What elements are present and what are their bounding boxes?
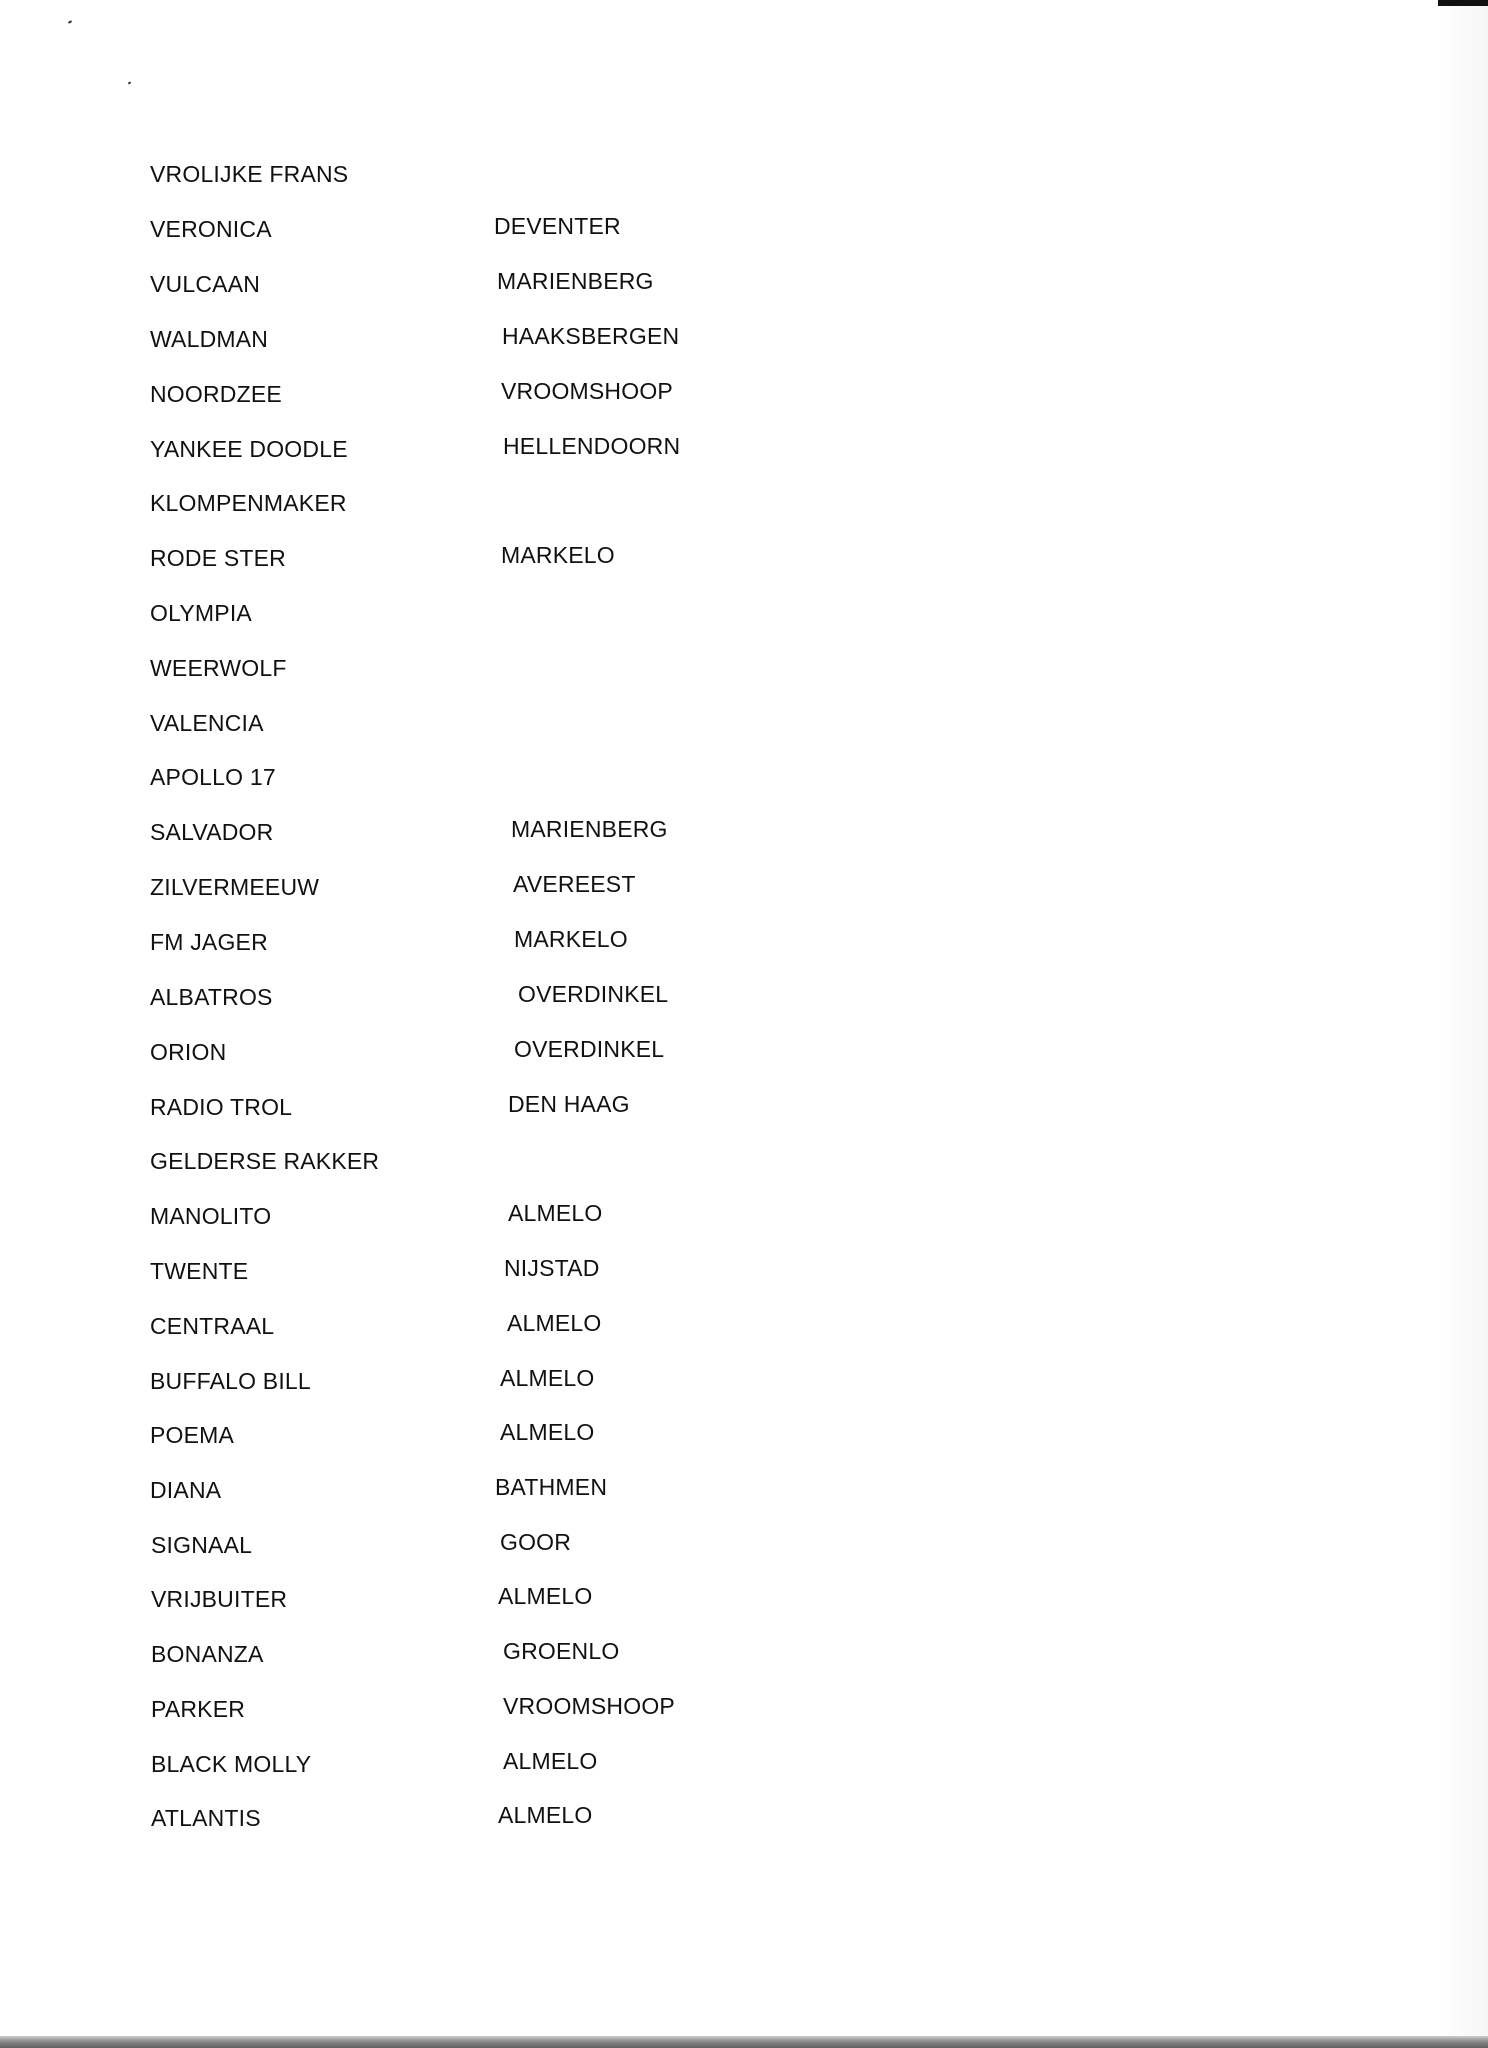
entry-place: ALMELO bbox=[503, 1748, 598, 1774]
entry-name: CENTRAAL bbox=[150, 1313, 275, 1339]
entry-name: WALDMAN bbox=[150, 326, 269, 352]
list-item bbox=[0, 1256, 1000, 1296]
entry-name: ALBATROS bbox=[150, 984, 273, 1010]
entry-name: VRIJBUITER bbox=[151, 1586, 288, 1612]
entry-place: GOOR bbox=[500, 1529, 572, 1555]
entry-name: VULCAAN bbox=[150, 271, 261, 297]
scan-speck bbox=[68, 20, 72, 24]
list-item bbox=[0, 1201, 1000, 1241]
entry-name: SALVADOR bbox=[150, 819, 274, 845]
entry-place: ALMELO bbox=[498, 1583, 593, 1609]
list-item bbox=[0, 762, 1000, 802]
entry-place: MARIENBERG bbox=[511, 816, 668, 842]
entry-name: TWENTE bbox=[150, 1258, 249, 1284]
entry-name: GELDERSE RAKKER bbox=[150, 1148, 380, 1174]
entry-name: OLYMPIA bbox=[150, 600, 252, 626]
entry-name: WEERWOLF bbox=[150, 655, 287, 681]
entry-place: DEN HAAG bbox=[508, 1091, 630, 1117]
entry-place: ALMELO bbox=[508, 1200, 603, 1226]
entry-place: MARIENBERG bbox=[497, 268, 654, 294]
scan-edge-shade bbox=[1440, 6, 1488, 2036]
entry-name: RADIO TROL bbox=[150, 1094, 293, 1120]
entry-name: RODE STER bbox=[150, 545, 286, 571]
list-item bbox=[0, 214, 1000, 254]
entry-name: KLOMPENMAKER bbox=[150, 490, 347, 516]
entry-name: POEMA bbox=[150, 1422, 235, 1448]
entry-place: BATHMEN bbox=[495, 1474, 608, 1500]
entry-name: BLACK MOLLY bbox=[151, 1751, 312, 1777]
entry-place: AVEREEST bbox=[513, 871, 636, 897]
list-item bbox=[0, 1311, 1000, 1351]
list-item bbox=[0, 1092, 1000, 1132]
list-item bbox=[0, 1803, 1000, 1843]
list-item bbox=[0, 434, 1000, 474]
entry-name: FM JAGER bbox=[150, 929, 268, 955]
entry-name: MANOLITO bbox=[150, 1203, 272, 1229]
list-item bbox=[0, 1530, 1000, 1570]
entry-place: VROOMSHOOP bbox=[501, 378, 673, 404]
entry-name: BUFFALO BILL bbox=[150, 1368, 311, 1394]
list-item bbox=[0, 872, 1000, 912]
entry-name: BONANZA bbox=[151, 1641, 264, 1667]
entry-place: HAAKSBERGEN bbox=[502, 323, 680, 349]
entry-place: ALMELO bbox=[500, 1419, 595, 1445]
entry-place: ALMELO bbox=[507, 1310, 602, 1336]
list-item bbox=[0, 708, 1000, 748]
entry-name: VROLIJKE FRANS bbox=[150, 161, 349, 187]
list-item bbox=[0, 1584, 1000, 1624]
entry-name: DIANA bbox=[150, 1477, 222, 1503]
entry-name: ZILVERMEEUW bbox=[150, 874, 320, 900]
entry-place: VROOMSHOOP bbox=[503, 1693, 675, 1719]
entry-name: YANKEE DOODLE bbox=[150, 436, 348, 462]
list-item bbox=[0, 1146, 1000, 1186]
entry-name: APOLLO 17 bbox=[150, 764, 276, 790]
list-item bbox=[0, 379, 1000, 419]
list-item bbox=[0, 927, 1000, 967]
list-item bbox=[0, 982, 1000, 1022]
scan-bottom-edge bbox=[0, 2036, 1488, 2048]
entry-name: VALENCIA bbox=[150, 710, 264, 736]
list-item bbox=[0, 1420, 1000, 1460]
entry-name: NOORDZEE bbox=[150, 381, 282, 407]
list-item bbox=[0, 159, 1000, 199]
list-item bbox=[0, 817, 1000, 857]
entry-place: ALMELO bbox=[498, 1802, 593, 1828]
entry-name: ORION bbox=[150, 1039, 227, 1065]
list-item bbox=[0, 324, 1000, 364]
entry-place: MARKELO bbox=[501, 542, 615, 568]
list-item bbox=[0, 598, 1000, 638]
entry-name: ATLANTIS bbox=[151, 1805, 261, 1831]
entry-place: MARKELO bbox=[514, 926, 628, 952]
list-item bbox=[0, 1366, 1000, 1406]
list-item bbox=[0, 269, 1000, 309]
list-item bbox=[0, 1037, 1000, 1077]
entry-place: HELLENDOORN bbox=[503, 433, 681, 459]
entry-name: PARKER bbox=[151, 1696, 246, 1722]
list-item bbox=[0, 1639, 1000, 1679]
list-item bbox=[0, 1749, 1000, 1789]
list-item bbox=[0, 543, 1000, 583]
list-item bbox=[0, 488, 1000, 528]
list-item bbox=[0, 1694, 1000, 1734]
entry-place: OVERDINKEL bbox=[514, 1036, 665, 1062]
entry-place: GROENLO bbox=[503, 1638, 620, 1664]
entry-name: VERONICA bbox=[150, 216, 272, 242]
entry-place: ALMELO bbox=[500, 1365, 595, 1391]
entry-place: OVERDINKEL bbox=[518, 981, 669, 1007]
list-item bbox=[0, 653, 1000, 693]
list-item bbox=[0, 1475, 1000, 1515]
entry-place: DEVENTER bbox=[494, 213, 621, 239]
entry-name: SIGNAAL bbox=[151, 1532, 253, 1558]
entry-place: NIJSTAD bbox=[504, 1255, 600, 1281]
scan-speck bbox=[128, 81, 132, 84]
